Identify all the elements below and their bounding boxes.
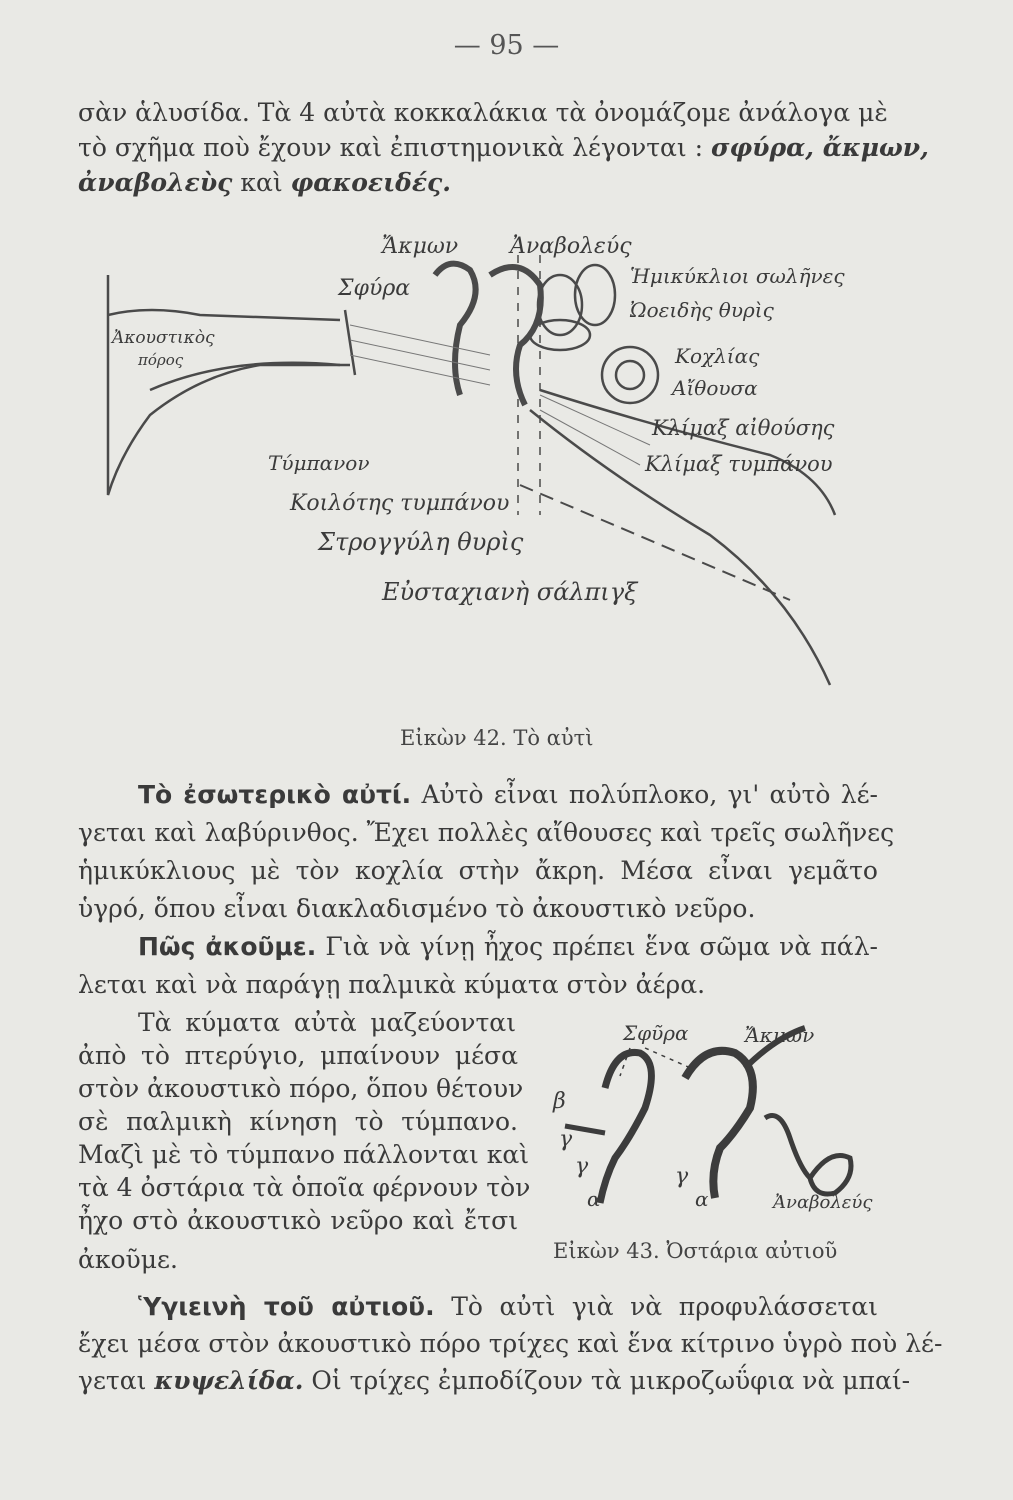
section2-line1: [138, 932, 878, 962]
section1-line2: γεται καὶ λαβύρινθος. Ἔχει πολλὲς αἴθουσες καὶ τρεῖς σωλῆνες: [78, 818, 895, 847]
label-kochlias: Κοχλίας: [675, 344, 760, 368]
para1-line3-mid: καὶ: [232, 168, 291, 197]
fig43-label-sfyra: Σφῦρα: [623, 1021, 689, 1045]
term-kypselida: κυψελίδα.: [154, 1366, 304, 1395]
figure42-caption: Εἰκὼν 42. Τὸ αὐτὶ: [400, 726, 594, 750]
para1-line3: [78, 168, 878, 198]
section2-wrap-line-6: τὰ 4 ὀστάρια τὰ ὁποῖα φέρνουν τὸν: [78, 1173, 531, 1202]
term-sfyra-akmon: σφύρα, ἄκμων,: [711, 133, 929, 162]
section1-line3: ἡμικύκλιους μὲ τὸν κοχλία στὴν ἄκρη. Μέσα εἶναι γεμᾶτο: [78, 856, 878, 885]
label-anaboleus: Ἀναβολεύς: [510, 234, 632, 259]
section2-wrap-line-5: Μαζὶ μὲ τὸ τύμπανο πάλλονται καὶ: [78, 1140, 530, 1169]
para1-line2-text: τὸ σχῆμα ποὺ ἔχουν καὶ ἐπιστημονικὰ λέγονται :: [78, 133, 712, 162]
label-imikykloi: Ἡμικύκλιοι σωλῆνες: [630, 264, 845, 288]
section3-line1: [138, 1292, 878, 1322]
para1-line2: [78, 133, 929, 163]
fig43-label-gamma-3: γ: [675, 1164, 689, 1189]
section2-line2: λεται καὶ νὰ παράγῃ παλμικὰ κύματα στὸν ἀέρα.: [78, 970, 706, 999]
sfyra-shape: [435, 264, 476, 395]
canal-top: [108, 310, 340, 320]
section3-line2: ἔχει μέσα στὸν ἀκουστικὸ πόρο τρίχες καὶ ἕνα κίτρινο ὑγρὸ ποὺ λέ-: [78, 1329, 943, 1358]
fig43-label-gamma-1: γ: [559, 1127, 573, 1152]
section1-heading: Τὸ ἐσωτερικὸ αὐτί.: [138, 780, 412, 809]
section2-heading: Πῶς ἀκοῦμε.: [138, 932, 317, 961]
fig43-label-anaboleus: Ἀναβολεύς: [773, 1192, 873, 1213]
label-oeides: Ὠοειδὴς θυρὶς: [630, 298, 774, 322]
label-aithousa: Αἴθουσα: [672, 376, 758, 400]
section3-line3: [78, 1366, 911, 1396]
section2-wrap-line-4: σὲ παλμικὴ κίνηση τὸ τύμπανο.: [78, 1107, 518, 1136]
akmon-bone: [685, 1051, 753, 1198]
fig43-label-gamma-2: γ: [575, 1154, 589, 1179]
akmon-shape: [490, 267, 541, 405]
section1-line4: ὑγρό, ὅπου εἶναι διακλαδισμένο τὸ ἀκουστικὸ νεῦρο.: [78, 894, 756, 923]
label-tympanon: Τύμπανον: [268, 451, 370, 475]
fig43-label-alpha-2: α: [695, 1187, 709, 1211]
ear-diagram: [90, 215, 880, 690]
label-strongyli: Στρογγύλη θυρὶς: [318, 528, 524, 556]
section2-wrap-line-3: στὸν ἀκουστικὸ πόρο, ὅπου θέτουν: [78, 1074, 524, 1103]
section2-wrap-line-7: ἦχο στὸ ἀκουστικὸ νεῦρο καὶ ἔτσι: [78, 1206, 518, 1235]
section1-line1-text: Αὐτὸ εἶναι πολύπλοκο, γι' αὐτὸ λέ-: [411, 780, 879, 809]
term-anaboleus: ἀναβολεὺς: [78, 168, 233, 197]
section3-line3-start: γεται: [78, 1366, 155, 1395]
label-klimax-tympanou: Κλίμαξ τυμπάνου: [645, 452, 833, 476]
label-koilotis: Κοιλότης τυμπάνου: [290, 491, 510, 516]
label-akmon: Ἄκμων: [382, 234, 459, 259]
label-akoustikos: Ἀκουστικὸς: [112, 328, 215, 348]
section3-line1-text: Τὸ αὐτὶ γιὰ νὰ προφυλάσσεται: [434, 1292, 878, 1321]
section3-heading: Ὑγιεινὴ τοῦ αὐτιοῦ.: [138, 1292, 435, 1321]
section2-wrap-line-1: Τὰ κύματα αὐτὰ μαζεύονται: [138, 1008, 516, 1037]
label-sfyra: Σφύρα: [338, 276, 411, 301]
fig43-label-akmon: Ἄκμων: [745, 1023, 815, 1047]
ossicles-diagram: [545, 1008, 875, 1223]
fig43-label-beta: β: [553, 1089, 566, 1114]
page-number: — 95 —: [453, 30, 560, 61]
term-fakoeides: φακοειδές.: [290, 168, 451, 197]
section3-line3-rest: Οἱ τρίχες ἐμποδίζουν τὰ μικροζωΰφια νὰ μπαί-: [303, 1366, 911, 1395]
section1-line1: [138, 780, 878, 810]
para1-line1: σὰν ἁλυσίδα. Τὰ 4 αὐτὰ κοκκαλάκια τὰ ὀνομάζομε ἀνάλογα μὲ: [78, 98, 888, 127]
section2-wrap-line-2: ἀπὸ τὸ πτερύγιο, μπαίνουν μέσα: [78, 1041, 518, 1070]
anaboleus-bone: [765, 1116, 851, 1195]
label-poros: πόρος: [138, 351, 184, 369]
cochlea-inner: [616, 361, 644, 389]
sfyra-bone: [600, 1052, 651, 1203]
fig43-label-alpha-1: α: [587, 1187, 601, 1211]
cochlea-shape: [602, 347, 658, 403]
section2-line1-text: Γιὰ νὰ γίνῃ ἦχος πρέπει ἕνα σῶμα νὰ πάλ-: [316, 932, 878, 961]
figure43-caption: Εἰκὼν 43. Ὀστάρια αὐτιοῦ: [553, 1239, 838, 1263]
section2-wrap-line-8: ἀκοῦμε.: [78, 1245, 178, 1274]
label-klimax-aithousis: Κλίμαξ αἰθούσης: [652, 416, 835, 440]
label-eustachiani: Εὐσταχιανὴ σάλπιγξ: [382, 578, 638, 606]
